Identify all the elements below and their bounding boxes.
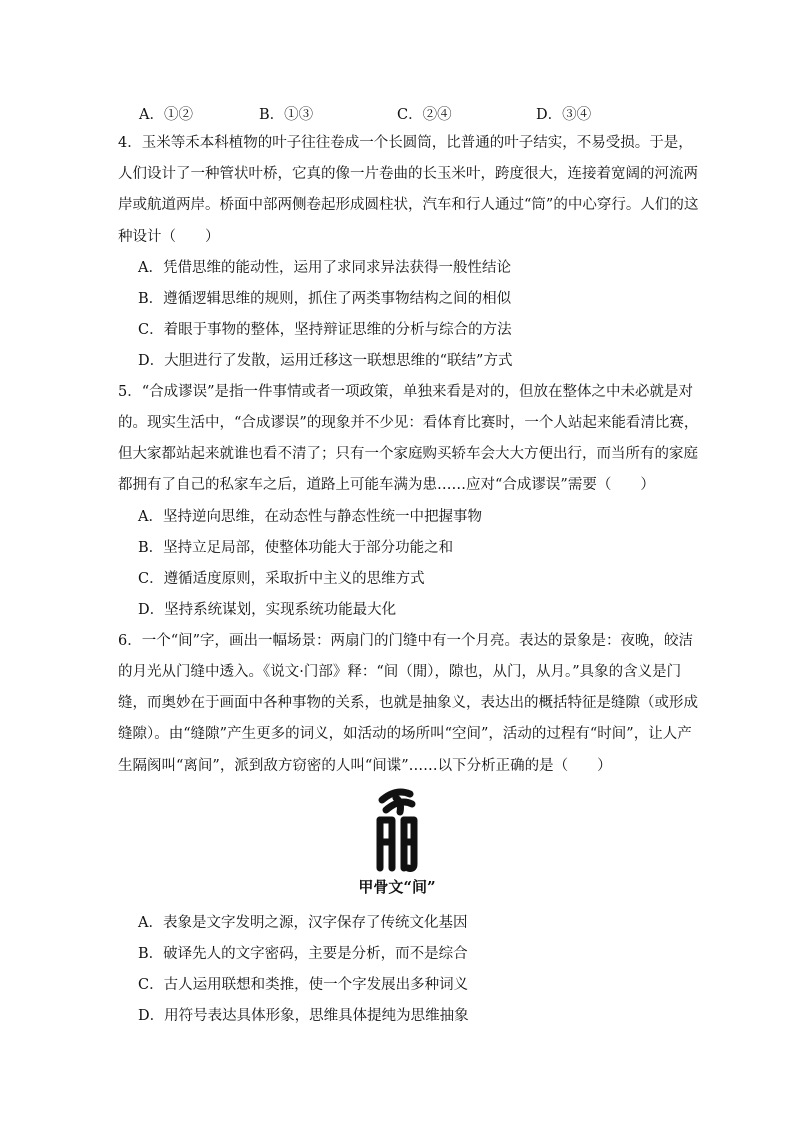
q6-stem-line: 6．一个“间”字，画出一幅场景：两扇门的门缝中有一个月亮。表达的景象是：夜晚，皎洁 <box>118 633 694 649</box>
prev-option-b: B．①③ <box>259 107 314 123</box>
q5-stem-line: 但大家都站起来就谁也看不清了；只有一个家庭购买轿车会大大方便出行，而当所有的家庭 <box>118 446 698 462</box>
q4-option-c: C．着眼于事物的整体，坚持辩证思维的分析与综合的方法 <box>138 322 512 338</box>
q4-option-d: D．大胆进行了发散，运用迁移这一联想思维的“联结”方式 <box>138 353 513 369</box>
q5-option-b: B．坚持立足局部，使整体功能大于部分功能之和 <box>138 540 454 556</box>
oracle-bone-jian-glyph <box>356 786 438 872</box>
q6-option-d: D．用符号表达具体形象，思维具体提纯为思维抽象 <box>138 1008 469 1024</box>
prev-option-d: D．③④ <box>536 107 592 123</box>
q6-option-a: A．表象是文字发明之源，汉字保存了传统文化基因 <box>138 915 468 931</box>
previous-question-options <box>0 103 794 123</box>
q5-stem-line: 都拥有了自己的私家车之后，道路上可能车满为患……应对“合成谬误”需要（ ） <box>118 477 655 493</box>
q5-stem-line: 的。现实生活中，“合成谬误”的现象并不少见：看体育比赛时，一个人站起来能看清比赛， <box>118 415 699 431</box>
q6-option-b: B．破译先人的文字密码，主要是分析，而不是综合 <box>138 946 468 962</box>
q6-stem-line: 的月光从门缝中透入。《说文·门部》释：“间（閒），隙也，从门，从月。”具象的含义是门 <box>118 664 682 680</box>
prev-option-a: A．①② <box>139 107 193 123</box>
q6-option-c: C．古人运用联想和类推，使一个字发展出多种词义 <box>138 977 469 993</box>
q4-option-b: B．遵循逻辑思维的规则，抓住了两类事物结构之间的相似 <box>138 291 512 307</box>
q6-stem-line: 缝，而奥妙在于画面中各种事物的关系，也就是抽象义，表达出的概括特征是缝隙（或形成 <box>118 695 698 711</box>
oracle-bone-jian-icon <box>356 786 438 872</box>
q4-stem-line: 人们设计了一种管状叶桥，它真的像一片卷曲的长玉米叶，跨度很大，连接着宽阔的河流两 <box>118 166 698 182</box>
q4-stem-line: 种设计（ ） <box>118 229 220 245</box>
q4-stem-line: 4．玉米等禾本科植物的叶子往往卷成一个长圆筒，比普通的叶子结实，不易受损。于是， <box>118 135 693 151</box>
q4-option-a: A．凭借思维的能动性，运用了求同求异法获得一般性结论 <box>138 260 511 276</box>
q5-option-c: C．遵循适度原则，采取折中主义的思维方式 <box>138 571 425 587</box>
q5-option-d: D．坚持系统谋划，实现系统功能最大化 <box>138 602 397 618</box>
figure-caption: 甲骨文“间” <box>358 878 436 896</box>
q6-stem-line: 生隔阂叫“离间”，派到敌方窃密的人叫“间谍”……以下分析正确的是（ ） <box>118 758 612 774</box>
q5-option-a: A．坚持逆向思维，在动态性与静态性统一中把握事物 <box>138 509 482 525</box>
q6-stem-line: 缝隙）。由“缝隙”产生更多的词义，如活动的场所叫“空间”，活动的过程有“时间”，让人产 <box>118 726 692 742</box>
q5-stem-line: 5．“合成谬误”是指一件事情或者一项政策，单独来看是对的，但放在整体之中未必就是对 <box>118 384 694 400</box>
q4-stem-line: 岸或航道两岸。桥面中部两侧卷起形成圆柱状，汽车和行人通过“筒”的中心穿行。人们的这 <box>118 197 699 213</box>
prev-option-c: C．②④ <box>397 107 452 123</box>
